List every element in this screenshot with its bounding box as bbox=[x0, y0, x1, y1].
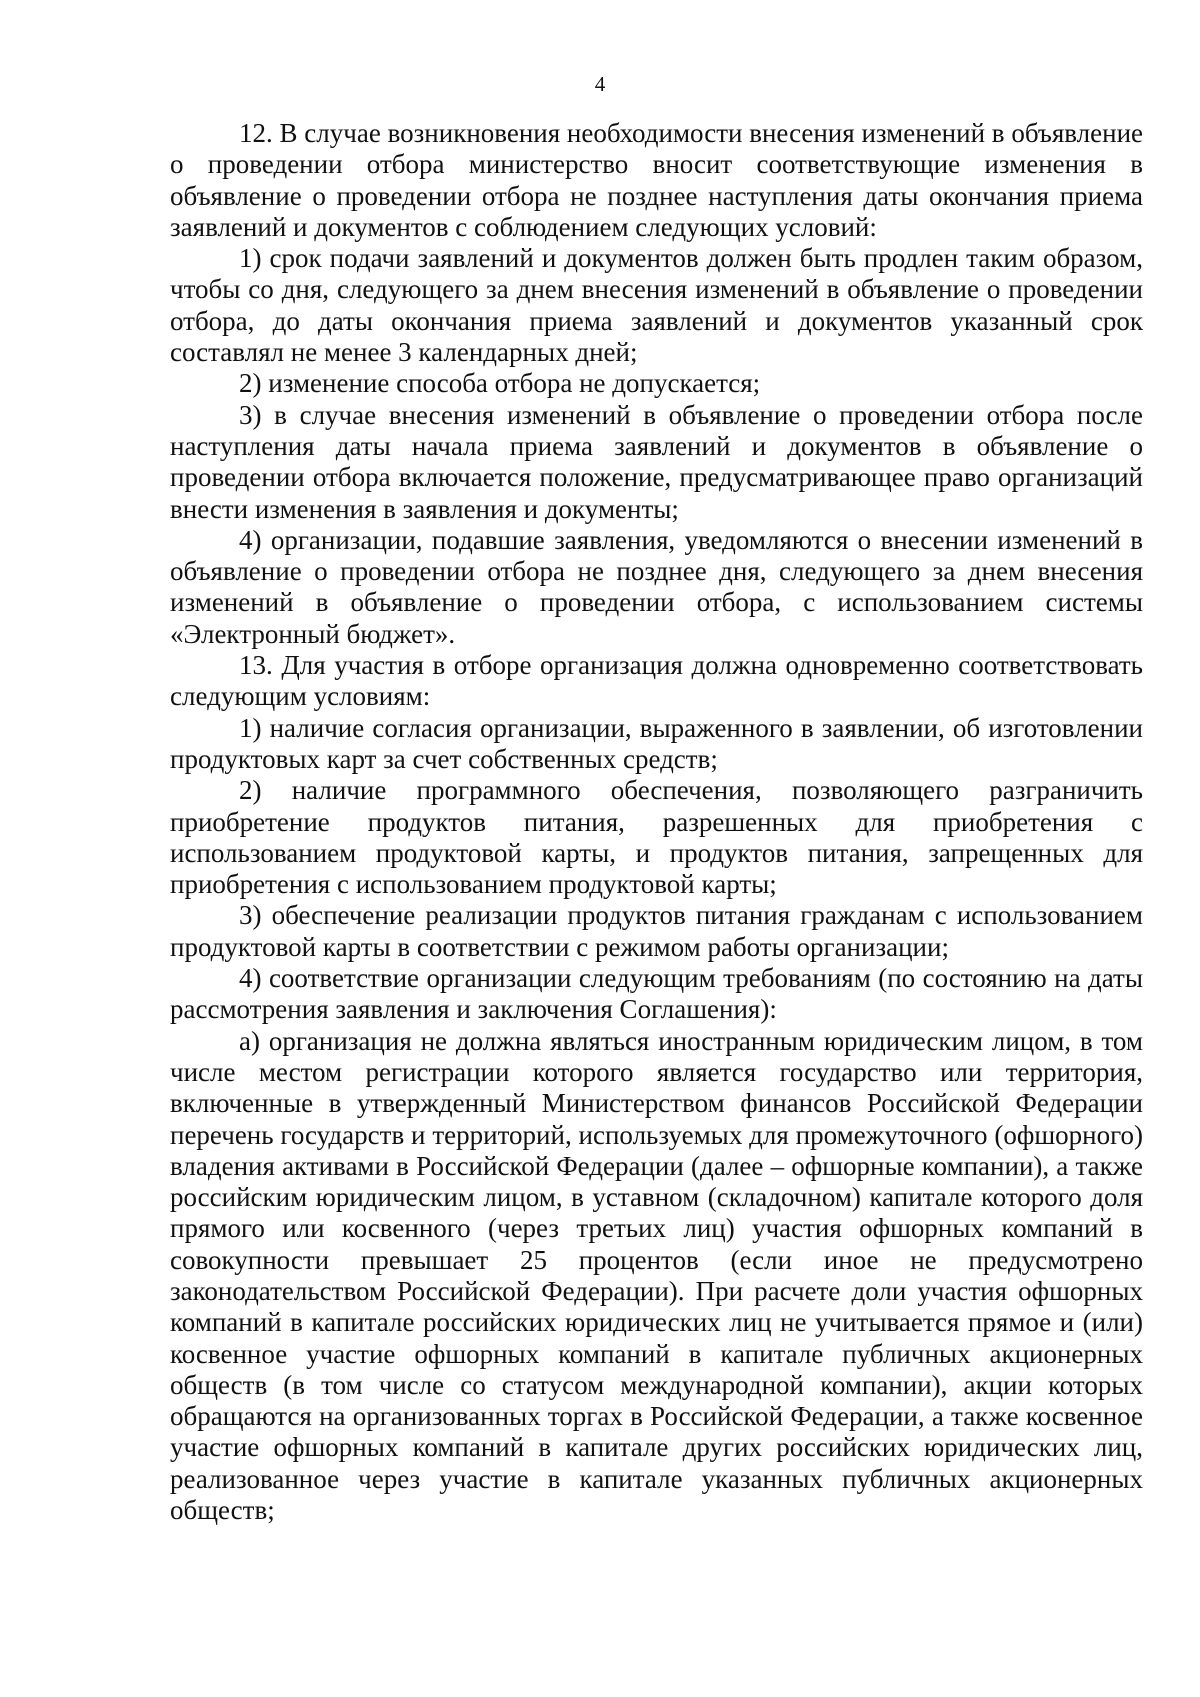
paragraph-12-item-2: 2) изменение способа отбора не допускается; bbox=[239, 368, 761, 399]
paragraph-13-item-2: 2) наличие программного обеспечения, позволяющего разграничить приобретение продуктов питания, разрешенных для приобретения с использованием продуктовой карты, и продуктов питания, запрещенных для приобретения с использованием продуктовой карты; bbox=[170, 775, 1143, 900]
page-number: 4 bbox=[594, 72, 606, 96]
paragraph-13-item-3: 3) обеспечение реализации продуктов питания гражданам с использованием продуктовой карты в соответствии с режимом работы организации; bbox=[170, 900, 1143, 962]
paragraph-12-item-4: 4) организации, подавшие заявления, уведомляются о внесении изменений в объявление о проведении отбора не позднее дня, следующего за днем внесения изменений в объявление о проведении отбора, с использованием системы «Электронный бюджет». bbox=[170, 524, 1143, 649]
document-body bbox=[170, 118, 1143, 1526]
paragraph-13-item-4: 4) соответствие организации следующим требованиям (по состоянию на даты рассмотрения заявления и заключения Соглашения): bbox=[170, 963, 1143, 1025]
paragraph-13-item-1: 1) наличие согласия организации, выраженного в заявлении, об изготовлении продуктовых карт за счет собственных средств; bbox=[170, 712, 1143, 774]
paragraph-12-item-1: 1) срок подачи заявлений и документов должен быть продлен таким образом, чтобы со дня, следующего за днем внесения изменений в объявление о проведении отбора, до даты окончания приема заявлений и документов указанный срок составлял не менее 3 календарных дней; bbox=[170, 243, 1143, 368]
paragraph-13-item-4-a: а) организация не должна являться иностранным юридическим лицом, в том числе местом регистрации которого является государство или территория, включенные в утвержденный Министерством финансов Российской Федерации перечень государств и территорий, используемых для промежуточного (офшорного) владения активами в Российской Федерации (далее – офшорные компании), а также российским юридическим лицом, в уставном (складочном) капитале которого доля прямого или косвенного (через третьих лиц) участия офшорных компаний в совокупности превышает 25 процентов (если иное не предусмотрено законодательством Российской Федерации). При расчете доли участия офшорных компаний в капитале российских юридических лиц не учитывается прямое и (или) косвенное участие офшорных компаний в капитале публичных акционерных обществ (в том числе со статусом международной компании), акции которых обращаются на организованных торгах в Российской Федерации, а также косвенное участие офшорных компаний в капитале других российских юридических лиц, реализованное через участие в капитале указанных публичных акционерных обществ; bbox=[170, 1025, 1143, 1526]
paragraph-12: 12. В случае возникновения необходимости внесения изменений в объявление о проведении отбора министерство вносит соответствующие изменения в объявление о проведении отбора не позднее наступления даты окончания приема заявлений и документов с соблюдением следующих условий: bbox=[170, 118, 1143, 242]
paragraph-13: 13. Для участия в отборе организация должна одновременно соответствовать следующим условиям: bbox=[170, 650, 1143, 712]
paragraph-12-item-3: 3) в случае внесения изменений в объявление о проведении отбора после наступления даты начала приема заявлений и документов в объявление о проведении отбора включается положение, предусматривающее право организаций внести изменения в заявления и документы; bbox=[170, 399, 1143, 524]
